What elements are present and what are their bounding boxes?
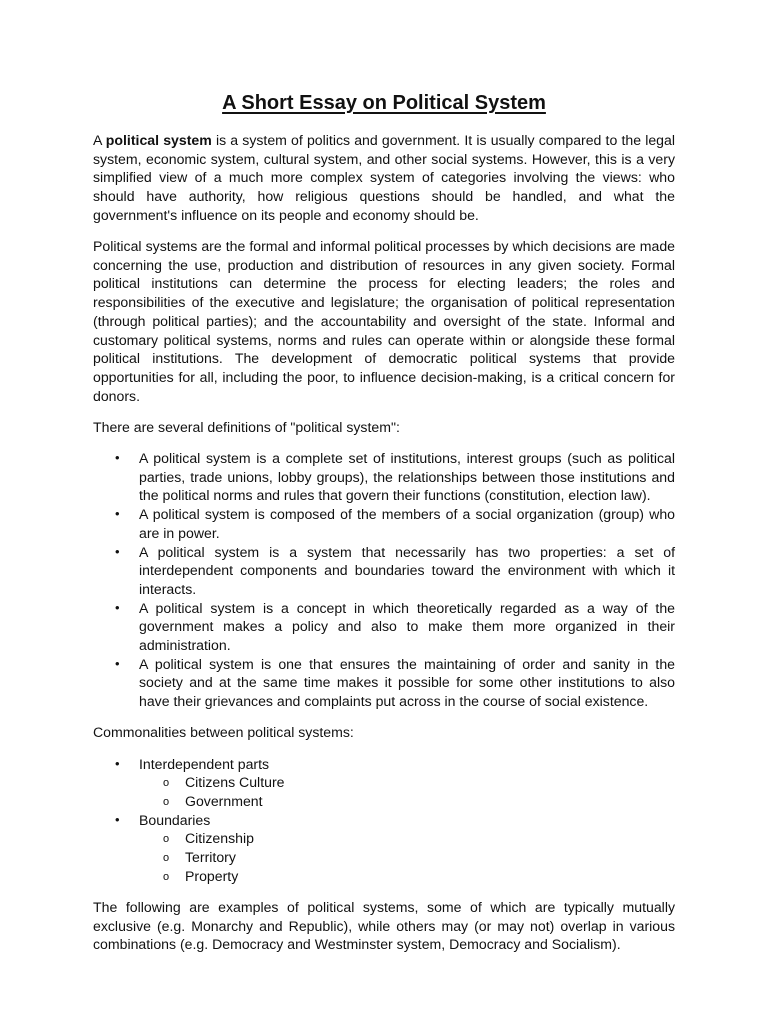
intro-rest: is a system of politics and government. It is usually compared to the legal system, economic system, cultural system, and other social systems. However, this is a very simplified view of a much more complex system of categories involving the views: who should have authority, how religious questions should be handled, and what the government's influence on its people and economy should be. [93, 132, 675, 223]
bullet-marker: • [115, 655, 120, 671]
list-item [93, 811, 675, 830]
sublist-text: Property [185, 867, 239, 884]
definition-text: A political system is a system that necessarily has two properties: a set of interdependent components and boundaries toward the environment with which it interacts. [139, 543, 675, 597]
sublist-item [93, 829, 675, 848]
bullet-marker: • [115, 811, 120, 827]
list-item [93, 599, 675, 655]
intro-bold-term: political system [105, 132, 212, 148]
page-title: A Short Essay on Political System [222, 92, 546, 114]
sub-marker: o [163, 833, 170, 846]
sublist-container [93, 773, 675, 810]
essay-body [93, 131, 675, 967]
examples-paragraph: The following are examples of political systems, some of which are typically mutually exclusive (e.g. Monarchy and Republic), while others may (or may not) overlap in various combinations (e.g. Democracy and Westminster system, Democracy and Socialism). [93, 899, 675, 953]
list-item [93, 449, 675, 505]
sub-marker: o [163, 870, 170, 883]
list-item [93, 505, 675, 542]
sublist-item [93, 867, 675, 886]
sub-marker: o [163, 796, 170, 808]
definitions-intro: There are several definitions of "political system": [93, 418, 400, 435]
sublist-text: Government [185, 793, 263, 809]
processes-paragraph: Political systems are the formal and informal political processes by which decisions are made concerning the use, production and distribution of resources in any given society. Formal political institutions can determine the process for electing leaders; the roles and responsibilities of the executive and legislature; the organisation of political representation (through political parties); and the accountability and oversight of the state. Informal and customary political systems, norms and rules can operate within or alongside these formal political institutions. The development of democratic political systems that provide opportunities for all, including the poor, to influence decision-making, is a critical concern for donors. [93, 238, 675, 404]
commonalities-list [93, 755, 675, 886]
bullet-marker: • [115, 755, 120, 771]
definition-text: A political system is composed of the members of a social organization (group) who are in power. [139, 506, 675, 541]
sublist-container [93, 829, 675, 885]
intro-lead: A [93, 132, 106, 148]
sublist [93, 773, 675, 810]
commonalities-intro: Commonalities between political systems: [93, 724, 354, 741]
list-item [93, 655, 675, 711]
list-item [93, 755, 675, 774]
commonality-label: Interdependent parts [139, 755, 270, 772]
definition-text: A political system is one that ensures the maintaining of order and sanity in the society and at the same time makes it possible for some other institutions to also have their grievances and complaints put across in the course of social existence. [139, 655, 675, 710]
sublist-item [93, 848, 675, 867]
sublist-text: Territory [185, 849, 236, 866]
bullet-marker: • [115, 543, 120, 559]
list-item [93, 543, 675, 599]
definitions-list [93, 449, 675, 711]
sublist-text: Citizens Culture [185, 774, 285, 791]
commonality-label: Boundaries [139, 811, 211, 828]
sub-marker: o [163, 777, 170, 790]
sublist [93, 829, 675, 885]
bullet-marker: • [115, 506, 120, 522]
sublist-item [93, 773, 675, 792]
intro-paragraph [93, 131, 675, 225]
bullet-marker: • [115, 450, 120, 466]
bullet-marker: • [115, 599, 120, 615]
sublist-text: Citizenship [185, 830, 254, 847]
definition-text: A political system is a concept in which theoretically regarded as a way of the government makes a policy and also to make them more organized in their administration. [139, 599, 675, 654]
definition-text: A political system is a complete set of institutions, interest groups (such as political parties, trade unions, lobby groups), the relationships between those institutions and the political norms and rules that govern their functions (constitution, election law). [139, 450, 675, 504]
sub-marker: o [163, 852, 170, 865]
sublist-item [93, 792, 675, 811]
